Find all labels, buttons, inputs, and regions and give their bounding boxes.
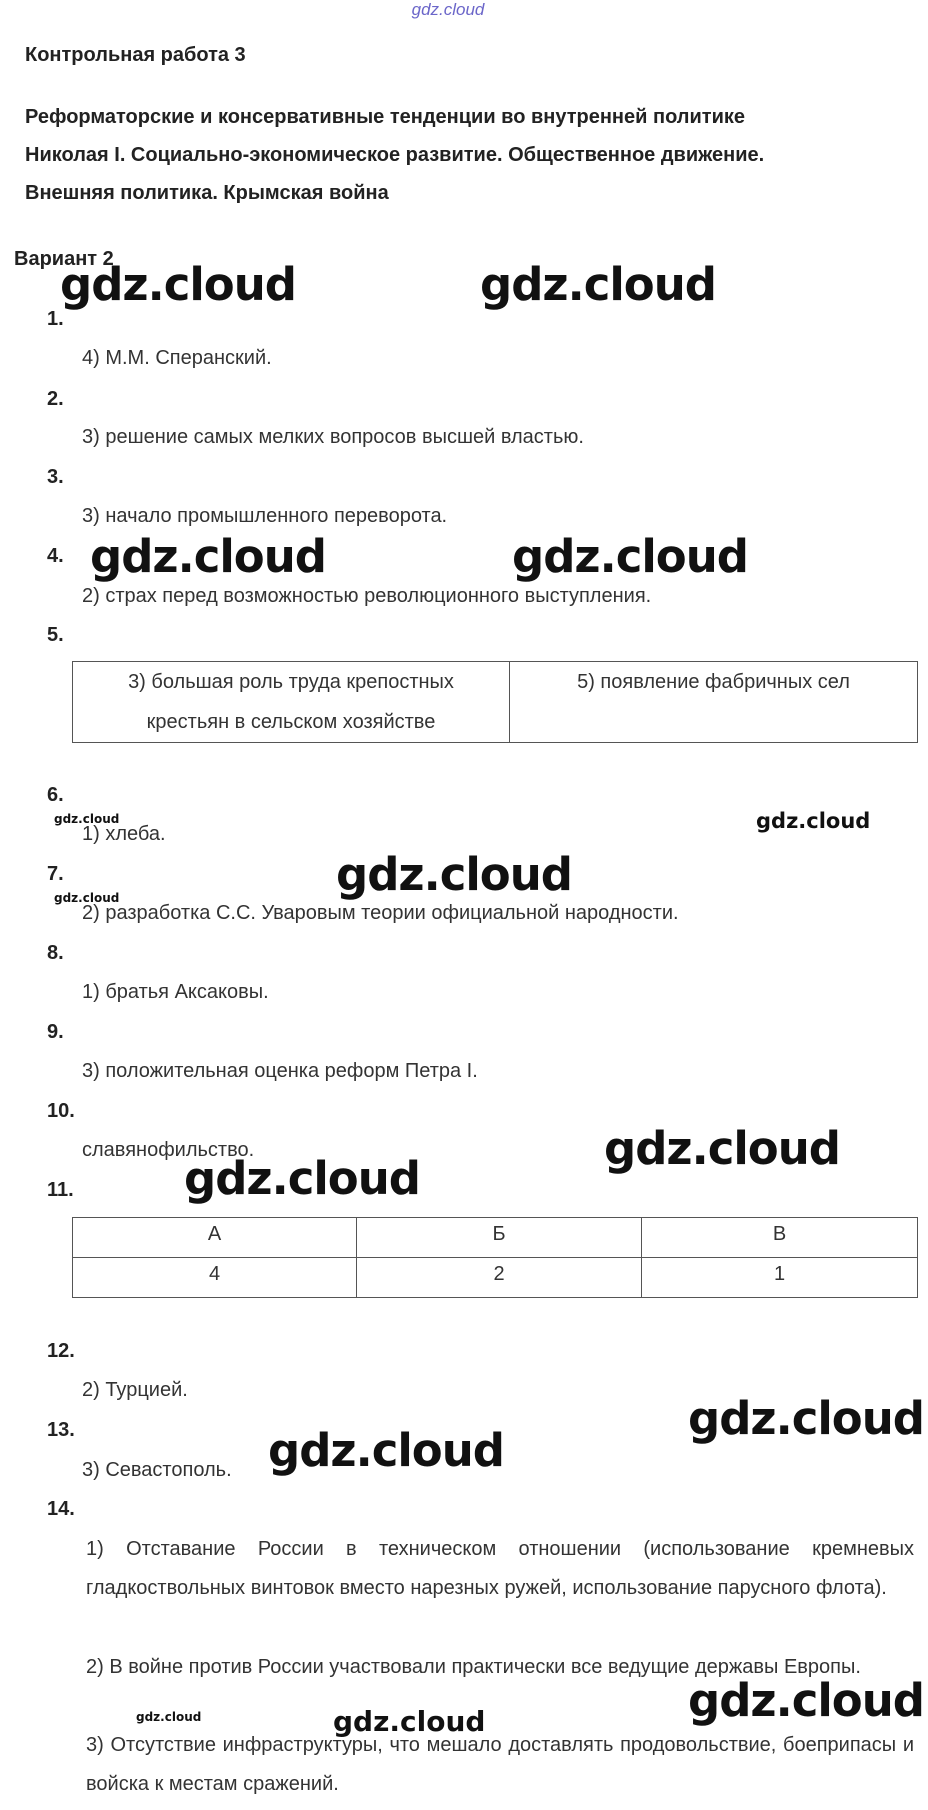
variant-label: Вариант 2 — [14, 248, 114, 270]
table-cell: 2 — [357, 1258, 642, 1298]
question-number: 3. — [47, 466, 64, 488]
watermark: gdz.cloud — [604, 1122, 840, 1175]
question-number: 12. — [47, 1340, 75, 1362]
topic-line-2: Николая I. Социально-экономическое развитие. Общественное движение. — [25, 144, 765, 166]
cell-line: 3) большая роль труда крепостных — [128, 671, 454, 693]
watermark: gdz.cloud — [136, 1710, 202, 1724]
q14-paragraph-2: 2) В войне против России участвовали практически все ведущие державы Европы. — [86, 1656, 861, 1678]
q14-paragraph-3: 3) Отсутствие инфраструктуры, что мешало доставлять продовольствие, боеприпасы и войска к местам сражений. — [86, 1734, 914, 1795]
q5-answer-table — [72, 661, 918, 743]
watermark: gdz.cloud — [688, 1392, 924, 1445]
table-cell: 5) появление фабричных сел — [510, 662, 918, 743]
question-number: 4. — [47, 545, 64, 567]
q14-paragraph-1: 1) Отставание России в техническом отношении (использование кремневых гладкоствольных винтовок вместо нарезных ружей, использование парусного флота). — [86, 1538, 914, 1599]
table-cell: 1 — [642, 1258, 918, 1298]
topic-line-3: Внешняя политика. Крымская война — [25, 182, 389, 204]
answer-text: 2) разработка С.С. Уваровым теории официальной народности. — [82, 902, 679, 924]
answer-text: 2) страх перед возможностью революционного выступления. — [82, 585, 652, 607]
answer-text: 3) Севастополь. — [82, 1459, 232, 1481]
answer-text: 3) положительная оценка реформ Петра I. — [82, 1060, 478, 1082]
watermark: gdz.cloud — [512, 530, 748, 583]
watermark: gdz.cloud — [268, 1424, 504, 1477]
watermark: gdz.cloud — [54, 812, 120, 826]
watermark: gdz.cloud — [480, 258, 716, 311]
watermark: gdz.cloud — [184, 1152, 420, 1205]
question-number: 2. — [47, 388, 64, 410]
watermark: gdz.cloud — [688, 1674, 924, 1727]
question-number: 5. — [47, 624, 64, 646]
question-number: 6. — [47, 784, 64, 806]
top-watermark: gdz.cloud — [411, 0, 485, 19]
watermark: gdz.cloud — [333, 1705, 486, 1738]
watermark: gdz.cloud — [60, 258, 296, 311]
question-number: 8. — [47, 942, 64, 964]
answer-text: 2) Турцией. — [82, 1379, 188, 1401]
question-number: 11. — [47, 1179, 74, 1201]
table-header-cell: А — [73, 1218, 357, 1258]
answer-text: 1) братья Аксаковы. — [82, 981, 269, 1003]
answer-text: 1) хлеба. — [82, 823, 166, 845]
question-number: 14. — [47, 1498, 75, 1520]
watermark: gdz.cloud — [90, 530, 326, 583]
table-cell: 4 — [73, 1258, 357, 1298]
answer-text: 3) начало промышленного переворота. — [82, 505, 448, 527]
table-cell — [73, 662, 510, 743]
answer-text: славянофильство. — [82, 1139, 255, 1161]
answer-text: 3) решение самых мелких вопросов высшей властью. — [82, 426, 584, 448]
question-number: 7. — [47, 863, 64, 885]
watermark: gdz.cloud — [756, 809, 871, 833]
watermark: gdz.cloud — [336, 848, 572, 901]
topic-line-1: Реформаторские и консервативные тенденции во внутренней политике — [25, 106, 746, 128]
q11-answer-table — [72, 1217, 918, 1298]
table-header-cell: В — [642, 1218, 918, 1258]
cell-line: крестьян в сельском хозяйстве — [146, 711, 436, 733]
watermark: gdz.cloud — [54, 891, 120, 905]
question-number: 1. — [47, 308, 64, 330]
question-number: 9. — [47, 1021, 64, 1043]
answer-text: 4) М.М. Сперанский. — [82, 347, 272, 369]
question-number: 13. — [47, 1419, 75, 1441]
question-number: 10. — [47, 1100, 75, 1122]
work-title: Контрольная работа 3 — [25, 44, 246, 66]
table-header-cell: Б — [357, 1218, 642, 1258]
